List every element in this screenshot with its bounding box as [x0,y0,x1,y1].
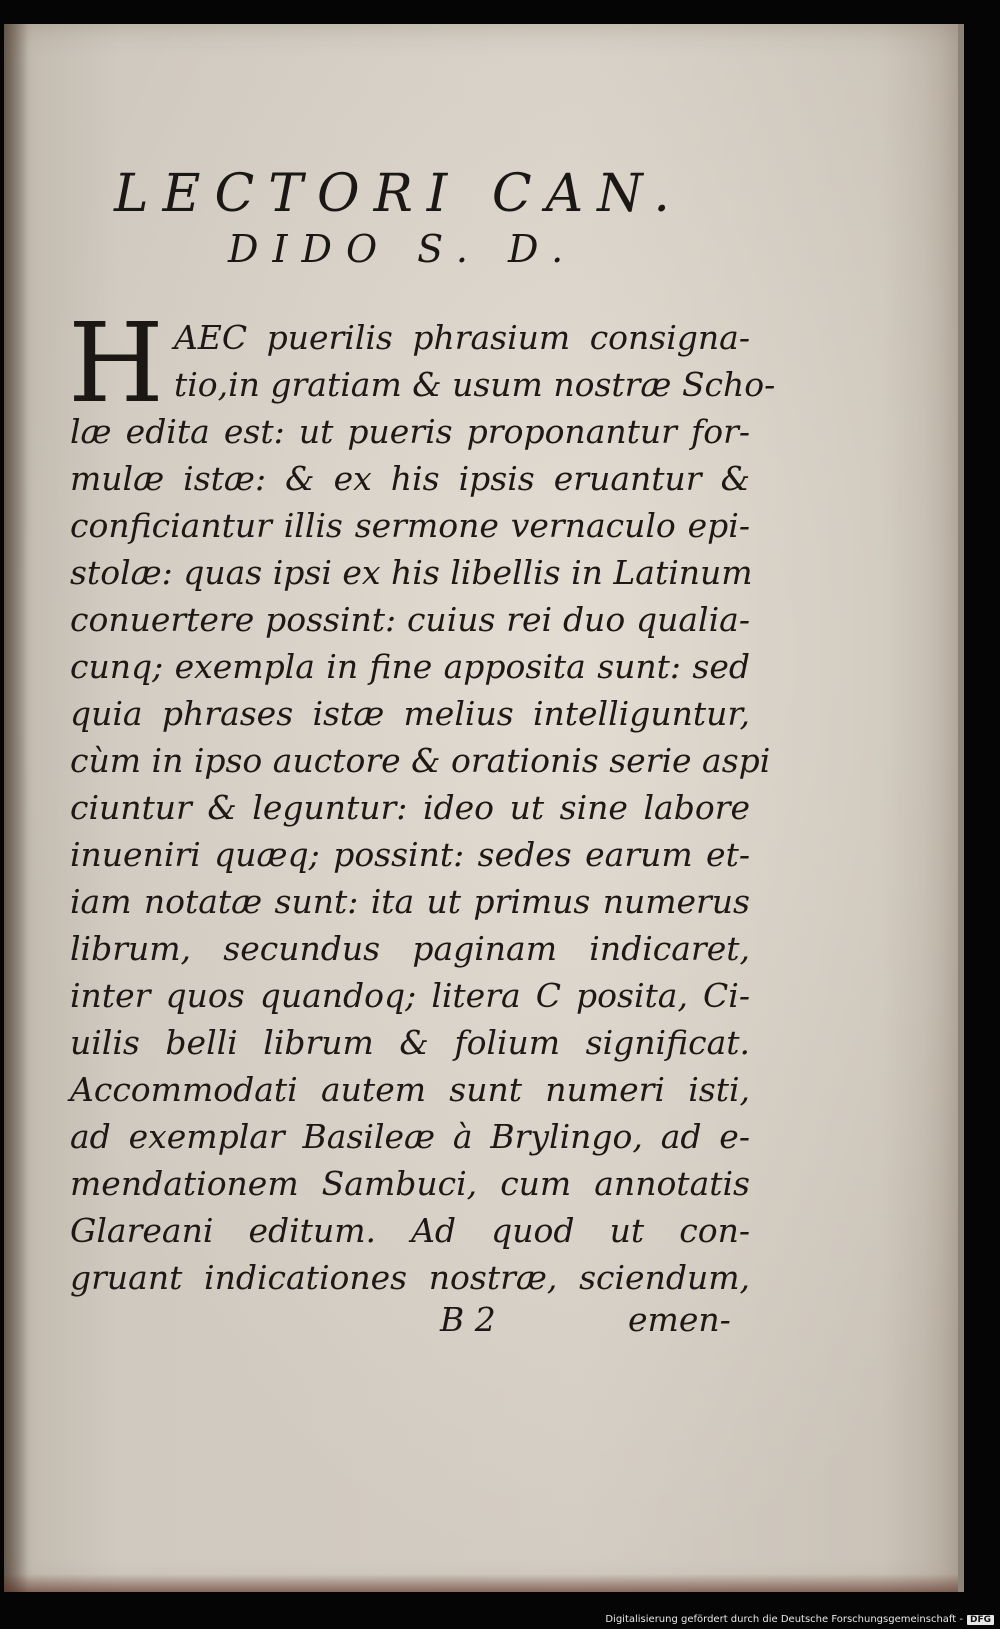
text-line: inueniri quæq; possint: sedes earum et- [70,835,750,874]
drop-cap: H [68,299,164,427]
catchword: emen- [628,1300,731,1339]
text-line: mulæ istæ: & ex his ipsis eruantur & [70,459,750,498]
gutter-shadow [4,24,28,1592]
text-line: librum, secundus paginam indicaret, [70,929,750,968]
text-line: iam notatæ sunt: ita ut primus numerus [70,882,750,921]
text-line: conuertere possint: cuius rei duo qualia- [70,600,750,639]
text-line: gruant indicationes nostræ, sciendum, [70,1258,750,1297]
text-line: cunq; exempla in fine apposita sunt: sed [70,647,750,686]
text-line: cùm in ipso auctore & orationis serie aspi [70,741,771,780]
text-line: inter quos quandoq; litera C posita, Ci- [70,976,750,1015]
text-line: læ edita est: ut pueris proponantur for- [70,412,750,451]
text-line: uilis belli librum & folium significat. [70,1023,750,1062]
text-line: ciuntur & leguntur: ideo ut sine labore [70,788,750,827]
body-text [68,299,776,1301]
page-heading [114,164,714,274]
digitization-credit [605,1614,994,1625]
text-line: tio,in gratiam & usum nostræ Scho- [173,365,776,404]
text-line: ad exemplar Basileæ à Brylingo, ad e- [70,1117,750,1156]
text-line: AEC puerilis phrasium consigna- [173,318,750,357]
page-bottom-edge [4,1574,958,1592]
heading-line-2: DIDO S. D. [228,227,578,271]
text-line: Glareani editum. Ad quod ut con- [70,1211,750,1250]
text-line: conficiantur illis sermone vernaculo epi- [70,506,750,545]
text-line: stolæ: quas ipsi ex his libellis in Latinum [70,553,753,592]
dfg-logo-icon: DFG [967,1615,994,1625]
book-page [4,24,964,1592]
text-line: quia phrases istæ melius intelliguntur, [70,694,750,733]
heading-line-1: LECTORI CAN. [114,164,684,224]
text-line: mendationem Sambuci, cum annotatis [70,1164,750,1203]
signature-mark: B 2 [440,1300,496,1339]
text-line: Accommodati autem sunt numeri isti, [70,1070,750,1109]
credit-text: Digitalisierung gefördert durch die Deutsche Forschungsgemeinschaft - [605,1614,963,1625]
